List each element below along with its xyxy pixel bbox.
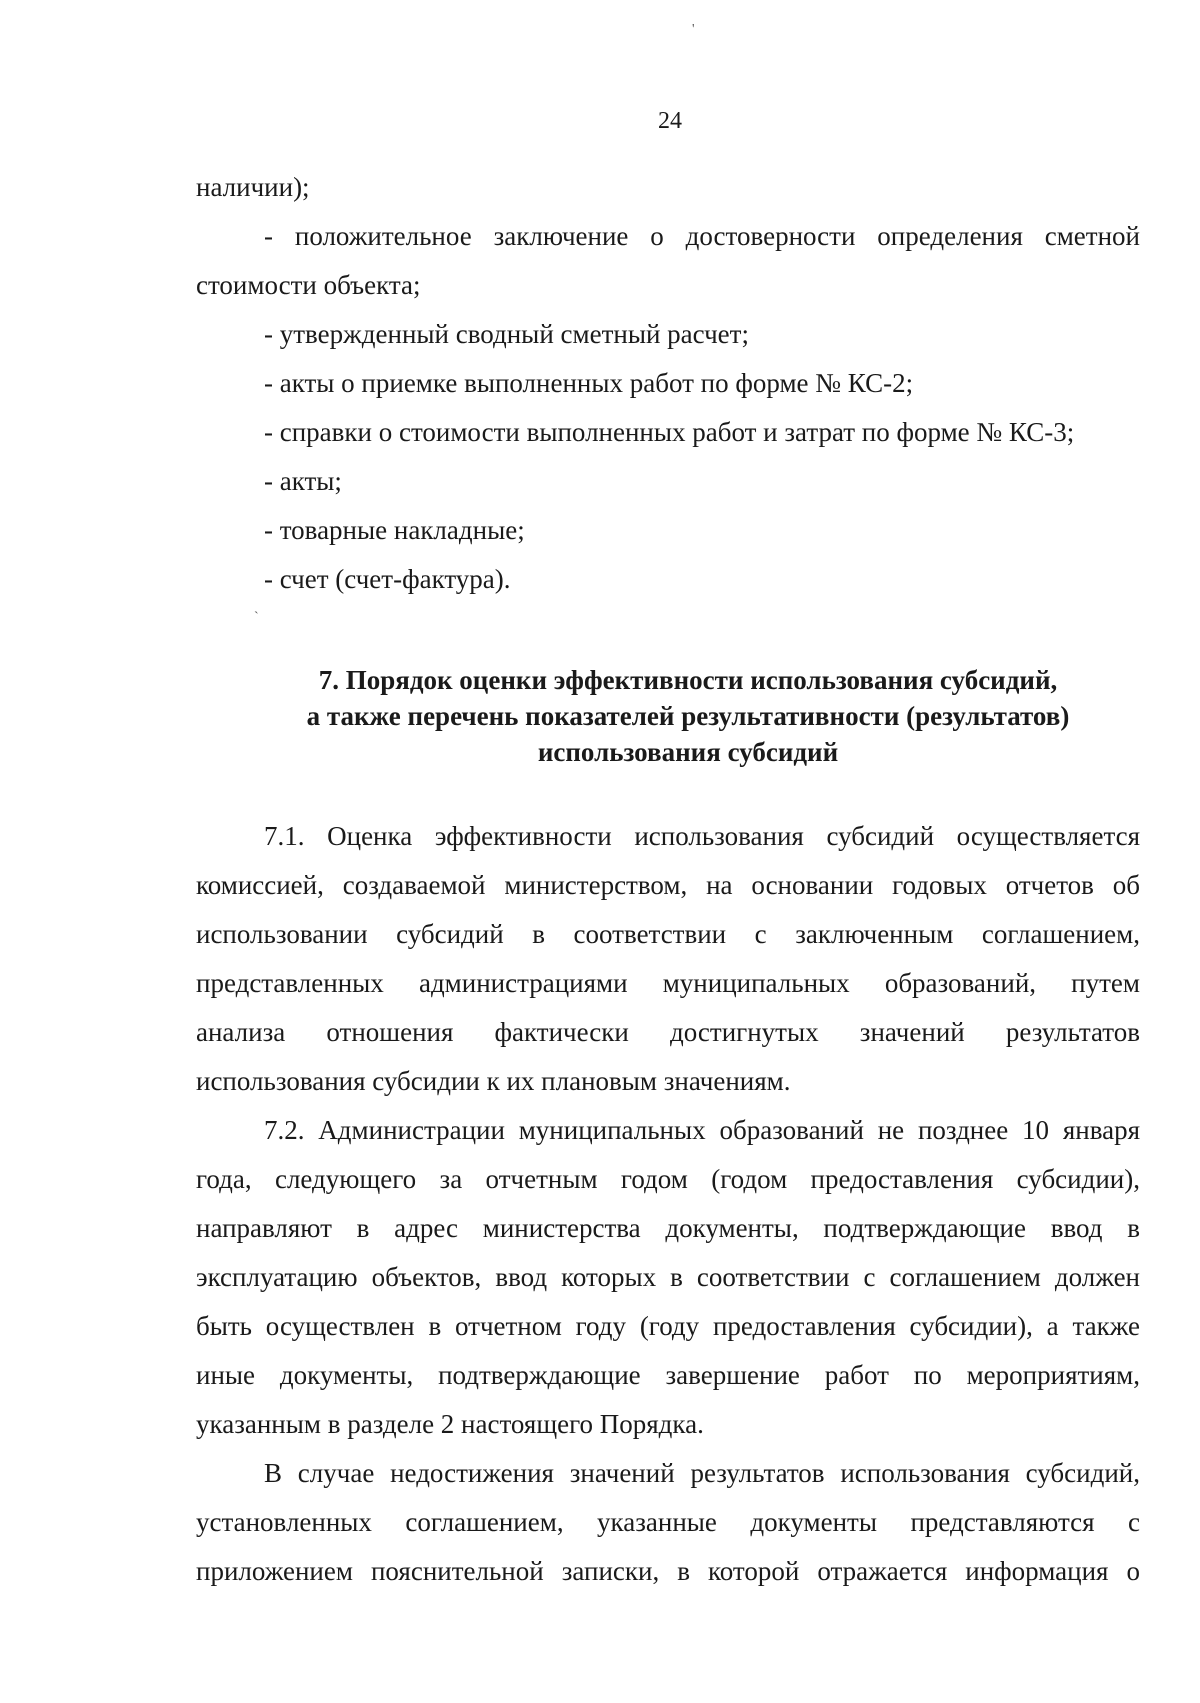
heading-line: использования субсидий bbox=[537, 737, 839, 767]
paragraph bbox=[196, 812, 1140, 1106]
paragraph-line: быть осуществлен в отчетном году (году предоставления субсидии), а также bbox=[196, 1311, 1140, 1341]
paragraph-line: представленных администрациями муниципальных образований, путем bbox=[196, 968, 1140, 998]
paragraph-line: анализа отношения фактически достигнутых значений результатов bbox=[196, 1017, 1140, 1047]
list-line: - справки о стоимости выполненных работ и затрат по форме № КС-3; bbox=[264, 417, 1075, 447]
paragraph-line: комиссией, создаваемой министерством, на основании годовых отчетов об bbox=[196, 870, 1140, 900]
list-line: - положительное заключение о достоверности определения сметной bbox=[264, 221, 1140, 251]
list-line: - акты; bbox=[264, 466, 342, 496]
scan-mark: ' bbox=[692, 22, 695, 37]
paragraph bbox=[196, 1106, 1140, 1449]
paragraph-line: указанным в разделе 2 настоящего Порядка. bbox=[196, 1409, 704, 1439]
page-number: 24 bbox=[658, 108, 682, 134]
paragraph-line: приложением пояснительной записки, в которой отражается информация о bbox=[196, 1556, 1140, 1586]
paragraph-line: иные документы, подтверждающие завершение работ по мероприятиям, bbox=[196, 1360, 1140, 1390]
list-line: стоимости объекта; bbox=[196, 270, 421, 300]
paragraph-line: 7.2. Администрации муниципальных образований не позднее 10 января bbox=[264, 1115, 1140, 1145]
section-heading bbox=[196, 662, 1140, 770]
paragraph-line: установленных соглашением, указанные документы представляются с bbox=[196, 1507, 1140, 1537]
list-line: - утвержденный сводный сметный расчет; bbox=[264, 319, 749, 349]
paragraph-line: направляют в адрес министерства документы, подтверждающие ввод в bbox=[196, 1213, 1140, 1243]
list-line: наличии); bbox=[196, 172, 310, 202]
heading-line: 7. Порядок оценки эффективности использования субсидий, bbox=[318, 665, 1058, 695]
scan-mark: ` bbox=[254, 610, 259, 625]
paragraph-line: 7.1. Оценка эффективности использования субсидий осуществляется bbox=[264, 821, 1140, 851]
paragraph-line: эксплуатацию объектов, ввод которых в соответствии с соглашением должен bbox=[196, 1262, 1140, 1292]
list-line: - счет (счет-фактура). bbox=[264, 564, 511, 594]
paragraph bbox=[196, 1449, 1140, 1596]
paragraph-line: года, следующего за отчетным годом (годом предоставления субсидии), bbox=[196, 1164, 1140, 1194]
heading-line: а также перечень показателей результативности (результатов) bbox=[306, 701, 1070, 731]
paragraph-line: использования субсидии к их плановым значениям. bbox=[196, 1066, 791, 1096]
list-line: - товарные накладные; bbox=[264, 515, 525, 545]
paragraphs bbox=[196, 812, 1140, 1596]
paragraph-line: использовании субсидий в соответствии с заключенным соглашением, bbox=[196, 919, 1140, 949]
list-line: - акты о приемке выполненных работ по форме № КС-2; bbox=[264, 368, 914, 398]
paragraph-line: В случае недостижения значений результатов использования субсидий, bbox=[264, 1458, 1140, 1488]
document-body bbox=[196, 163, 1140, 1596]
document-list bbox=[196, 163, 1140, 604]
